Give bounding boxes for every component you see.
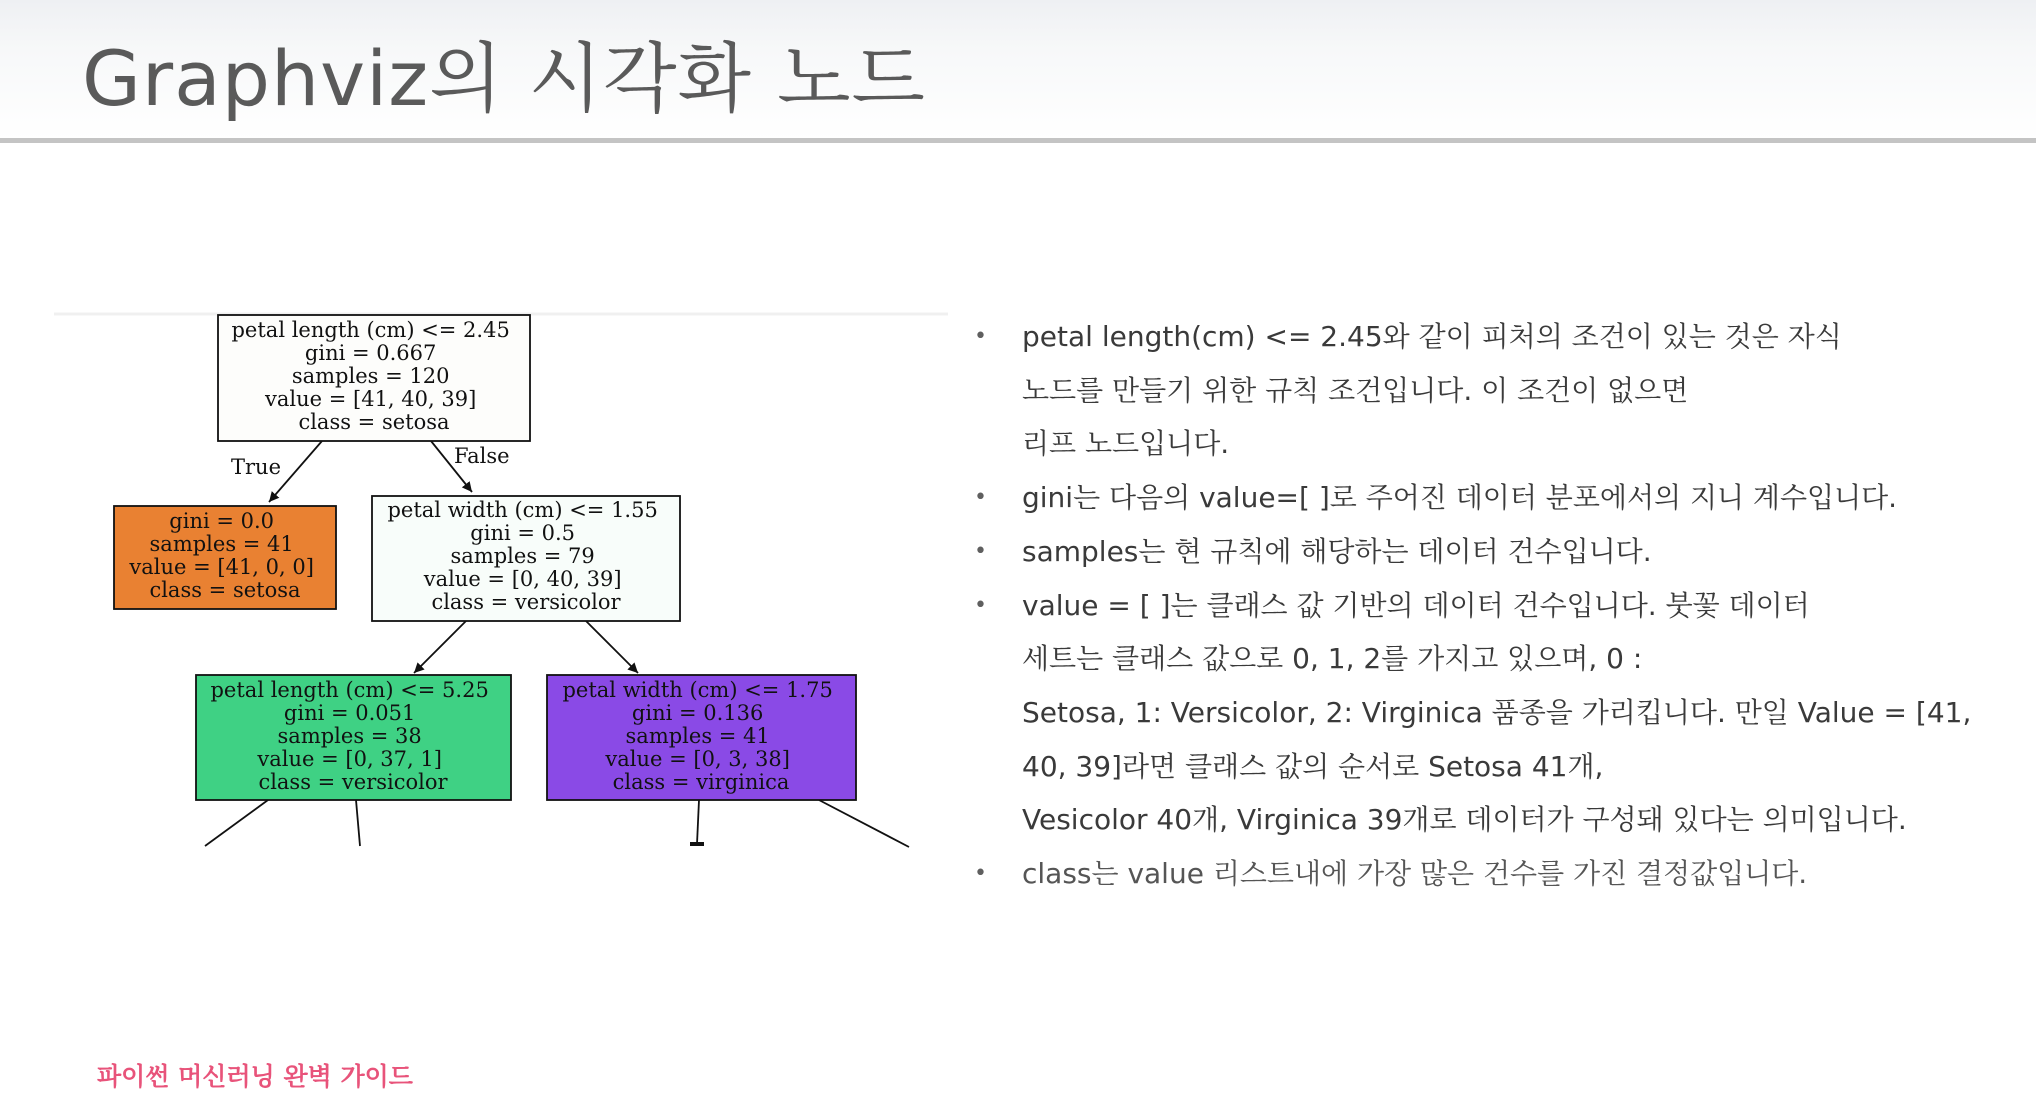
bullet-item bbox=[968, 471, 2018, 525]
decision-tree-svg bbox=[54, 312, 948, 852]
bullet-dot-icon: • bbox=[974, 861, 987, 887]
tree-node-versicolor-line: samples = 38 bbox=[277, 724, 422, 748]
tree-node-virginica-line: gini = 0.136 bbox=[631, 701, 764, 725]
tree-node-root-line: samples = 120 bbox=[291, 364, 450, 388]
tree-node-virginica-line: value = [0, 3, 38] bbox=[605, 747, 790, 771]
tree-node-versicolor-line: class = versicolor bbox=[258, 770, 448, 794]
slide-title: Graphviz의 시각화 노드 bbox=[82, 34, 926, 123]
tree-node-setosa-line: samples = 41 bbox=[149, 532, 294, 556]
tree-node-setosa-line: class = setosa bbox=[149, 578, 301, 602]
tree-node-setosa-line: gini = 0.0 bbox=[169, 509, 275, 533]
tree-node-petal-width-line: samples = 79 bbox=[450, 544, 595, 568]
tree-edge-cut-3-head bbox=[690, 842, 704, 846]
bullet-text-line: 노드를 만들기 위한 규칙 조건입니다. 이 조건이 없으면 bbox=[1022, 373, 1689, 407]
bullet-item bbox=[968, 310, 2018, 471]
bullet-text-line: 리프 노드입니다. bbox=[1022, 427, 1230, 461]
tree-node-petal-width-line: class = versicolor bbox=[431, 590, 621, 614]
tree-node-versicolor-line: petal length (cm) <= 5.25 bbox=[210, 678, 489, 702]
title-divider bbox=[0, 138, 2036, 143]
bullet-dot-icon: • bbox=[974, 538, 987, 564]
tree-node-root-line: petal length (cm) <= 2.45 bbox=[231, 318, 510, 342]
bullet-text-line: samples는 현 규칙에 해당하는 데이터 건수입니다. bbox=[1022, 534, 1652, 568]
tree-edge-cut-2 bbox=[356, 800, 360, 846]
bullet-text-line: value = [ ]는 클래스 값 기반의 데이터 건수입니다. 붓꽃 데이터 bbox=[1022, 588, 1810, 622]
bullet-text-line: gini는 다음의 value=[ ]로 주어진 데이터 분포에서의 지니 계수입니다. bbox=[1022, 481, 1898, 515]
bullet-dot-icon: • bbox=[974, 324, 987, 349]
tree-edge-cut-1 bbox=[205, 800, 268, 846]
tree-node-petal-width-line: gini = 0.5 bbox=[470, 521, 576, 545]
tree-node-root-line: class = setosa bbox=[298, 410, 450, 434]
decision-tree-figure bbox=[54, 312, 948, 852]
bullet-text-line: class는 value 리스트내에 가장 많은 건수를 가진 결정값입니다. bbox=[1022, 857, 1808, 891]
tree-edge-cut-4 bbox=[819, 800, 909, 847]
tree-node-virginica-line: petal width (cm) <= 1.75 bbox=[562, 678, 833, 702]
tree-edge-width-left bbox=[414, 621, 466, 673]
tree-node-virginica-line: samples = 41 bbox=[625, 724, 770, 748]
tree-node-virginica-line: class = virginica bbox=[612, 770, 790, 794]
tree-edge-width-right bbox=[586, 621, 638, 673]
bullet-item bbox=[968, 525, 2018, 579]
tree-node-root-line: value = [41, 40, 39] bbox=[265, 387, 477, 411]
bullet-item bbox=[968, 847, 2018, 901]
tree-node-versicolor-line: value = [0, 37, 1] bbox=[257, 747, 442, 771]
bullet-text-line: 세트는 클래스 값으로 0, 1, 2를 가지고 있으며, 0 : bbox=[1022, 642, 1643, 676]
tree-edge-cut-3 bbox=[697, 800, 699, 844]
tree-node-petal-width-line: value = [0, 40, 39] bbox=[423, 567, 622, 591]
tree-node-root-line: gini = 0.667 bbox=[304, 341, 437, 365]
bullet-item bbox=[968, 579, 2018, 848]
explanation-list bbox=[968, 310, 2018, 901]
tree-edge-label-false: False bbox=[454, 444, 510, 468]
bullet-text-line: 40, 39]라면 클래스 값의 순서로 Setosa 41개, bbox=[1022, 749, 1604, 783]
bullet-dot-icon: • bbox=[974, 485, 987, 511]
tree-edge-label-true: True bbox=[231, 455, 281, 479]
bullet-text-line: Setosa, 1: Versicolor, 2: Virginica 품종을 가리킵니다. 만일 Value = [41, bbox=[1022, 695, 1972, 729]
bullet-text-line: Vesicolor 40개, Virginica 39개로 데이터가 구성돼 있다는 의미입니다. bbox=[1022, 803, 1907, 837]
bullet-dot-icon: • bbox=[974, 592, 987, 618]
footer-book-title: 파이썬 머신러닝 완벽 가이드 bbox=[97, 1062, 413, 1091]
tree-node-petal-width-line: petal width (cm) <= 1.55 bbox=[387, 498, 658, 522]
tree-node-setosa-line: value = [41, 0, 0] bbox=[129, 555, 314, 579]
bullet-text-line: petal length(cm) <= 2.45와 같이 피처의 조건이 있는 것은 자식 bbox=[1022, 320, 1842, 353]
tree-node-versicolor-line: gini = 0.051 bbox=[283, 701, 416, 725]
